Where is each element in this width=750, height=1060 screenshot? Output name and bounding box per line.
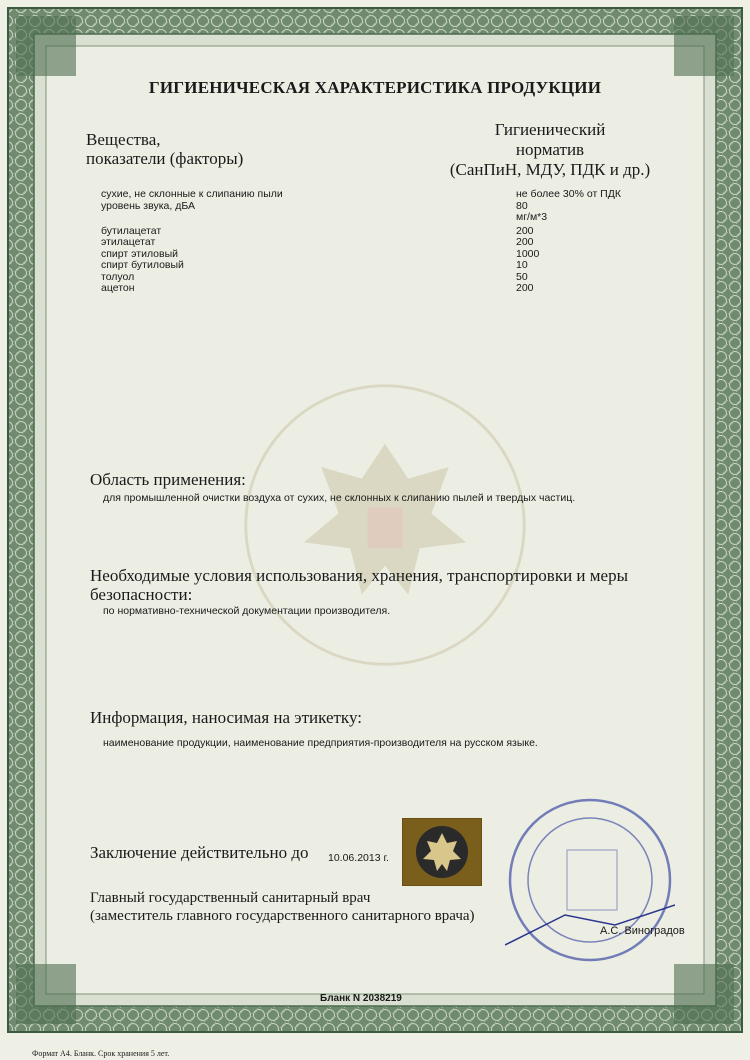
signatory-line1: Главный государственный санитарный врач: [90, 890, 371, 906]
label-info-heading: Информация, наносимая на этикетку:: [90, 708, 362, 727]
validity-date: 10.06.2013 г.: [328, 852, 389, 864]
substances-header-line1: Вещества,: [86, 130, 161, 149]
norm-value: мг/м*3: [516, 211, 548, 223]
norm-value: не более 30% от ПДК: [516, 188, 621, 200]
coat-of-arms-watermark: [240, 380, 530, 670]
hologram-eagle-icon: [403, 819, 481, 885]
application-heading: Область применения:: [90, 470, 246, 489]
application-text: для промышленной очистки воздуха от сухих, не склонных к слипанию пылей и твердых частиц.: [103, 492, 576, 504]
substance-name: ацетон: [101, 282, 135, 294]
signatory-name: А.С. Виноградов: [600, 925, 685, 937]
norm-value: 1000: [516, 247, 540, 260]
signatory-line2: (заместитель главного государственного санитарного врача): [90, 908, 475, 924]
document-title: ГИГИЕНИЧЕСКАЯ ХАРАКТЕРИСТИКА ПРОДУКЦИИ: [148, 78, 602, 97]
substance-name: спирт этиловый: [101, 247, 179, 260]
norm-header-line2: норматив: [515, 140, 585, 159]
substances-column-header: [86, 130, 243, 168]
norm-value: 200: [516, 282, 534, 294]
norm-value: 200: [516, 224, 534, 237]
substance-name: уровень звука, дБА: [101, 199, 195, 212]
norm-value: 50: [516, 270, 528, 283]
norm-value: 10: [516, 259, 528, 271]
signatory-block: [90, 889, 475, 925]
substance-name: спирт бутиловый: [101, 259, 184, 271]
norm-column-header: [440, 120, 660, 180]
hologram-sticker: [402, 818, 482, 886]
norm-value: 80: [516, 199, 528, 212]
footer-note: Формат А4. Бланк. Срок хранения 5 лет.: [32, 1049, 170, 1058]
label-info-text: наименование продукции, наименование предприятия-производителя на русском языке.: [103, 737, 538, 749]
norm-header-line1: Гигиенический: [494, 120, 606, 139]
conditions-heading-line2: безопасности:: [90, 585, 193, 604]
norm-header-line3: (СанПиН, МДУ, ПДК и др.): [449, 160, 651, 179]
blank-number: Бланк N 2038219: [320, 993, 402, 1004]
substance-name: сухие, не склонные к слипанию пыли: [101, 188, 283, 200]
conditions-text: по нормативно-технической документации производителя.: [103, 605, 391, 617]
official-stamp: [505, 795, 675, 965]
substance-name: бутилацетат: [101, 224, 162, 237]
substance-name: этилацетат: [101, 236, 156, 248]
substances-header-line2: показатели (факторы): [86, 149, 244, 168]
conditions-heading-line1: Необходимые условия использования, хранения, транспортировки и меры: [90, 566, 628, 585]
validity-heading: Заключение действительно до: [90, 843, 309, 862]
norm-value: 200: [516, 236, 534, 248]
conditions-heading: [90, 566, 628, 604]
substance-name: толуол: [101, 270, 135, 283]
